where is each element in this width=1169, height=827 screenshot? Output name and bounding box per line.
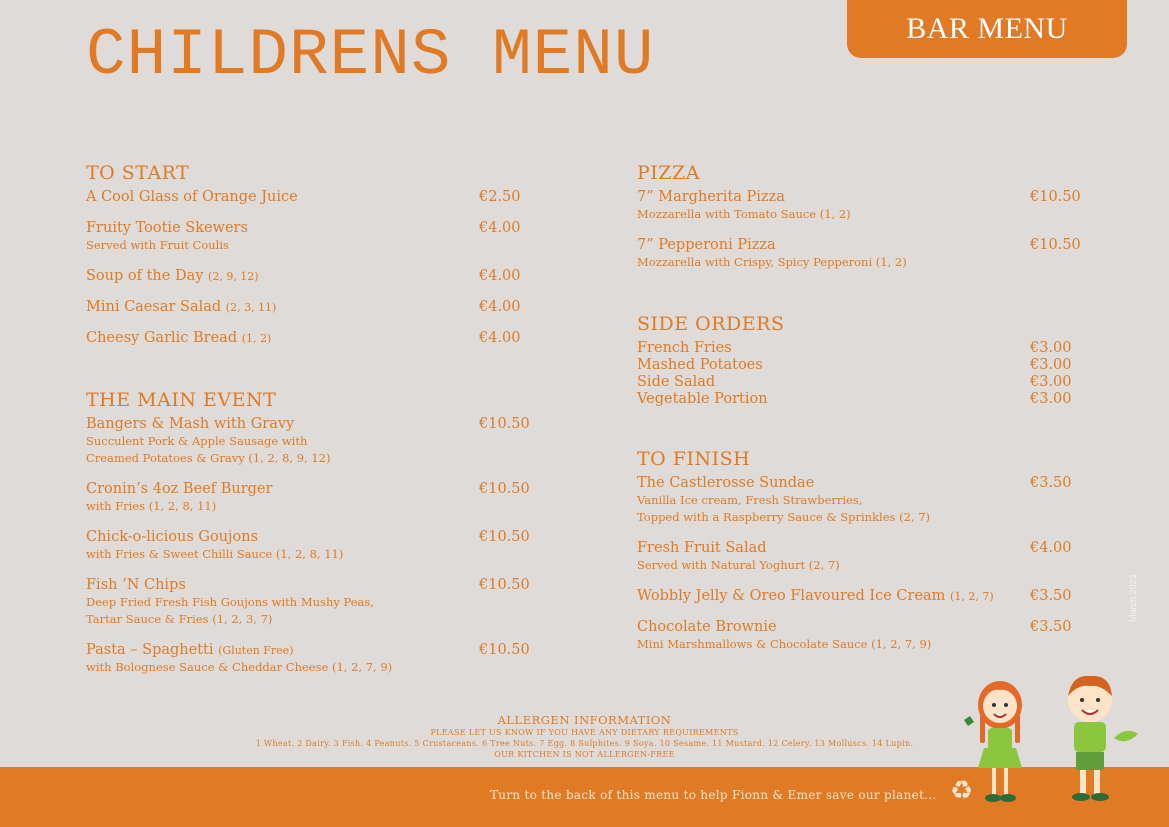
menu-item-row <box>637 189 1107 206</box>
footer-message: Turn to the back of this menu to help Fionn & Emer save our planet... <box>490 788 937 802</box>
item-price: €3.00 <box>1030 391 1072 407</box>
menu-item-row <box>637 237 1107 254</box>
section-gap <box>637 285 1107 313</box>
item-description: Vanilla Ice cream, Fresh Strawberries, Topped with a Raspberry Sauce & Sprinkles (2, 7) <box>637 493 931 524</box>
menu-item-row <box>86 529 556 546</box>
menu-item <box>637 374 1107 391</box>
section-gap <box>86 361 556 389</box>
section-heading: PIZZA <box>637 162 700 184</box>
item-price: €4.00 <box>479 330 521 346</box>
item-allergens: (Gluten Free) <box>218 644 294 657</box>
item-name: Bangers & Mash with Gravy <box>86 416 295 432</box>
menu-section <box>637 162 1107 271</box>
item-name: Fruity Tootie Skewers <box>86 220 248 236</box>
item-description: Mozzarella with Tomato Sauce (1, 2) <box>637 207 851 221</box>
item-price: €3.00 <box>1030 357 1072 373</box>
item-price: €3.50 <box>1030 475 1072 491</box>
item-name: The Castlerosse Sundae <box>637 475 815 491</box>
allergen-request: PLEASE LET US KNOW IF YOU HAVE ANY DIETARY REQUIREMENTS <box>430 728 739 737</box>
item-price: €3.00 <box>1030 340 1072 356</box>
item-allergens: (1, 2, 7) <box>950 590 994 603</box>
item-price: €10.50 <box>479 481 530 497</box>
item-description: with Fries (1, 2, 8, 11) <box>86 499 217 513</box>
item-price: €3.00 <box>1030 374 1072 390</box>
item-name: Side Salad <box>637 374 716 390</box>
recycle-icon: ♻ <box>950 776 974 806</box>
menu-item-row <box>637 374 1107 391</box>
item-description: Mini Marshmallows & Chocolate Sauce (1, 2, 7, 9) <box>637 637 932 651</box>
section-heading: SIDE ORDERS <box>637 313 785 335</box>
menu-item <box>86 268 556 285</box>
menu-item <box>86 189 556 206</box>
menu-item-row <box>637 391 1107 408</box>
item-name: Cheesy Garlic Bread <box>86 330 238 346</box>
item-name: 7” Margherita Pizza <box>637 189 785 205</box>
menu-item <box>637 189 1107 223</box>
menu-item-row <box>637 475 1107 492</box>
allergen-heading: ALLERGEN INFORMATION <box>497 713 672 727</box>
item-description: with Fries & Sweet Chilli Sauce (1, 2, 8, 11) <box>86 547 344 561</box>
section-heading: TO START <box>86 162 190 184</box>
menu-item <box>637 475 1107 526</box>
item-name: Chick-o-licious Goujons <box>86 529 259 545</box>
menu-item <box>637 391 1107 408</box>
menu-item <box>637 619 1107 653</box>
item-name: Fresh Fruit Salad <box>637 540 767 556</box>
item-description: Deep Fried Fresh Fish Goujons with Mushy Peas, Tartar Sauce & Fries (1, 2, 3, 7) <box>86 595 374 626</box>
menu-item <box>637 588 1107 605</box>
kids-illustration <box>950 660 1150 810</box>
item-price: €4.00 <box>479 268 521 284</box>
menu-item-row <box>86 189 556 206</box>
menu-item-row <box>637 357 1107 374</box>
item-description: Succulent Pork & Apple Sausage with Creamed Potatoes & Gravy (1, 2, 8, 9, 12) <box>86 434 331 465</box>
section-gap <box>637 408 1107 448</box>
menu-item <box>86 416 556 467</box>
menu-section <box>637 313 1107 408</box>
menu-item <box>86 529 556 563</box>
item-name: A Cool Glass of Orange Juice <box>86 189 298 205</box>
item-name: Fish ’N Chips <box>86 577 186 593</box>
menu-item <box>86 330 556 347</box>
menu-item-row <box>86 220 556 237</box>
item-price: €4.00 <box>479 220 521 236</box>
menu-section <box>637 448 1107 653</box>
section-heading: TO FINISH <box>637 448 751 470</box>
menu-item <box>86 220 556 254</box>
allergen-list: 1 Wheat. 2 Dairy. 3 Fish. 4 Peanuts. 5 Crustaceans. 6 Tree Nuts. 7 Egg. 8 Sulphites. 9 Soya. 10 Sesame. 11 Mustard. 12 Celery. 13 Molluscs. 14 Lupin. <box>255 739 914 748</box>
left-column <box>86 162 556 690</box>
item-name: Soup of the Day <box>86 268 204 284</box>
menu-item <box>637 237 1107 271</box>
item-price: €10.50 <box>1030 189 1081 205</box>
page-title: CHILDRENS MENU <box>86 18 655 93</box>
allergen-notice: OUR KITCHEN IS NOT ALLERGEN-FREE <box>494 750 675 759</box>
item-price: €4.00 <box>1030 540 1072 556</box>
item-allergens: (2, 9, 12) <box>208 270 259 283</box>
menu-section <box>86 389 556 676</box>
item-price: €10.50 <box>479 416 530 432</box>
item-price: €2.50 <box>479 189 521 205</box>
menu-item <box>86 481 556 515</box>
menu-item-row <box>86 299 556 316</box>
item-name: Vegetable Portion <box>637 391 768 407</box>
bar-menu-tab[interactable]: BAR MENU <box>847 0 1127 58</box>
item-price: €3.50 <box>1030 619 1072 635</box>
menu-item-row <box>637 619 1107 636</box>
item-price: €10.50 <box>479 642 530 658</box>
menu-item-row <box>637 340 1107 357</box>
item-name: Cronin’s 4oz Beef Burger <box>86 481 273 497</box>
item-price: €10.50 <box>479 577 530 593</box>
right-column <box>637 162 1107 667</box>
item-name: Chocolate Brownie <box>637 619 777 635</box>
item-description: Served with Natural Yoghurt (2, 7) <box>637 558 840 572</box>
print-date: March 2023 <box>1128 574 1138 622</box>
item-price: €10.50 <box>1030 237 1081 253</box>
menu-item <box>637 540 1107 574</box>
menu-item <box>86 577 556 628</box>
menu-item-row <box>86 481 556 498</box>
item-price: €4.00 <box>479 299 521 315</box>
boy-figure <box>1068 676 1138 801</box>
menu-item <box>86 299 556 316</box>
menu-item <box>86 642 556 676</box>
item-name: Mashed Potatoes <box>637 357 763 373</box>
item-name: 7” Pepperoni Pizza <box>637 237 776 253</box>
item-price: €3.50 <box>1030 588 1072 604</box>
menu-item-row <box>86 642 556 659</box>
menu-item-row <box>86 268 556 285</box>
section-heading: THE MAIN EVENT <box>86 389 277 411</box>
item-description: Served with Fruit Coulis <box>86 238 229 252</box>
menu-item-row <box>86 416 556 433</box>
menu-item <box>637 340 1107 357</box>
item-allergens: (2, 3, 11) <box>225 301 277 314</box>
item-allergens: (1, 2) <box>241 332 272 345</box>
menu-item-row <box>637 588 1107 605</box>
menu-item <box>637 357 1107 374</box>
menu-section <box>86 162 556 347</box>
item-name: Wobbly Jelly & Oreo Flavoured Ice Cream <box>637 588 946 604</box>
item-name: French Fries <box>637 340 732 356</box>
girl-figure <box>964 681 1022 802</box>
menu-item-row <box>86 330 556 347</box>
item-name: Pasta – Spaghetti <box>86 642 214 658</box>
item-name: Mini Caesar Salad <box>86 299 222 315</box>
item-description: with Bolognese Sauce & Cheddar Cheese (1, 2, 7, 9) <box>86 660 393 674</box>
item-description: Mozzarella with Crispy, Spicy Pepperoni (1, 2) <box>637 255 907 269</box>
item-price: €10.50 <box>479 529 530 545</box>
menu-item-row <box>86 577 556 594</box>
menu-item-row <box>637 540 1107 557</box>
